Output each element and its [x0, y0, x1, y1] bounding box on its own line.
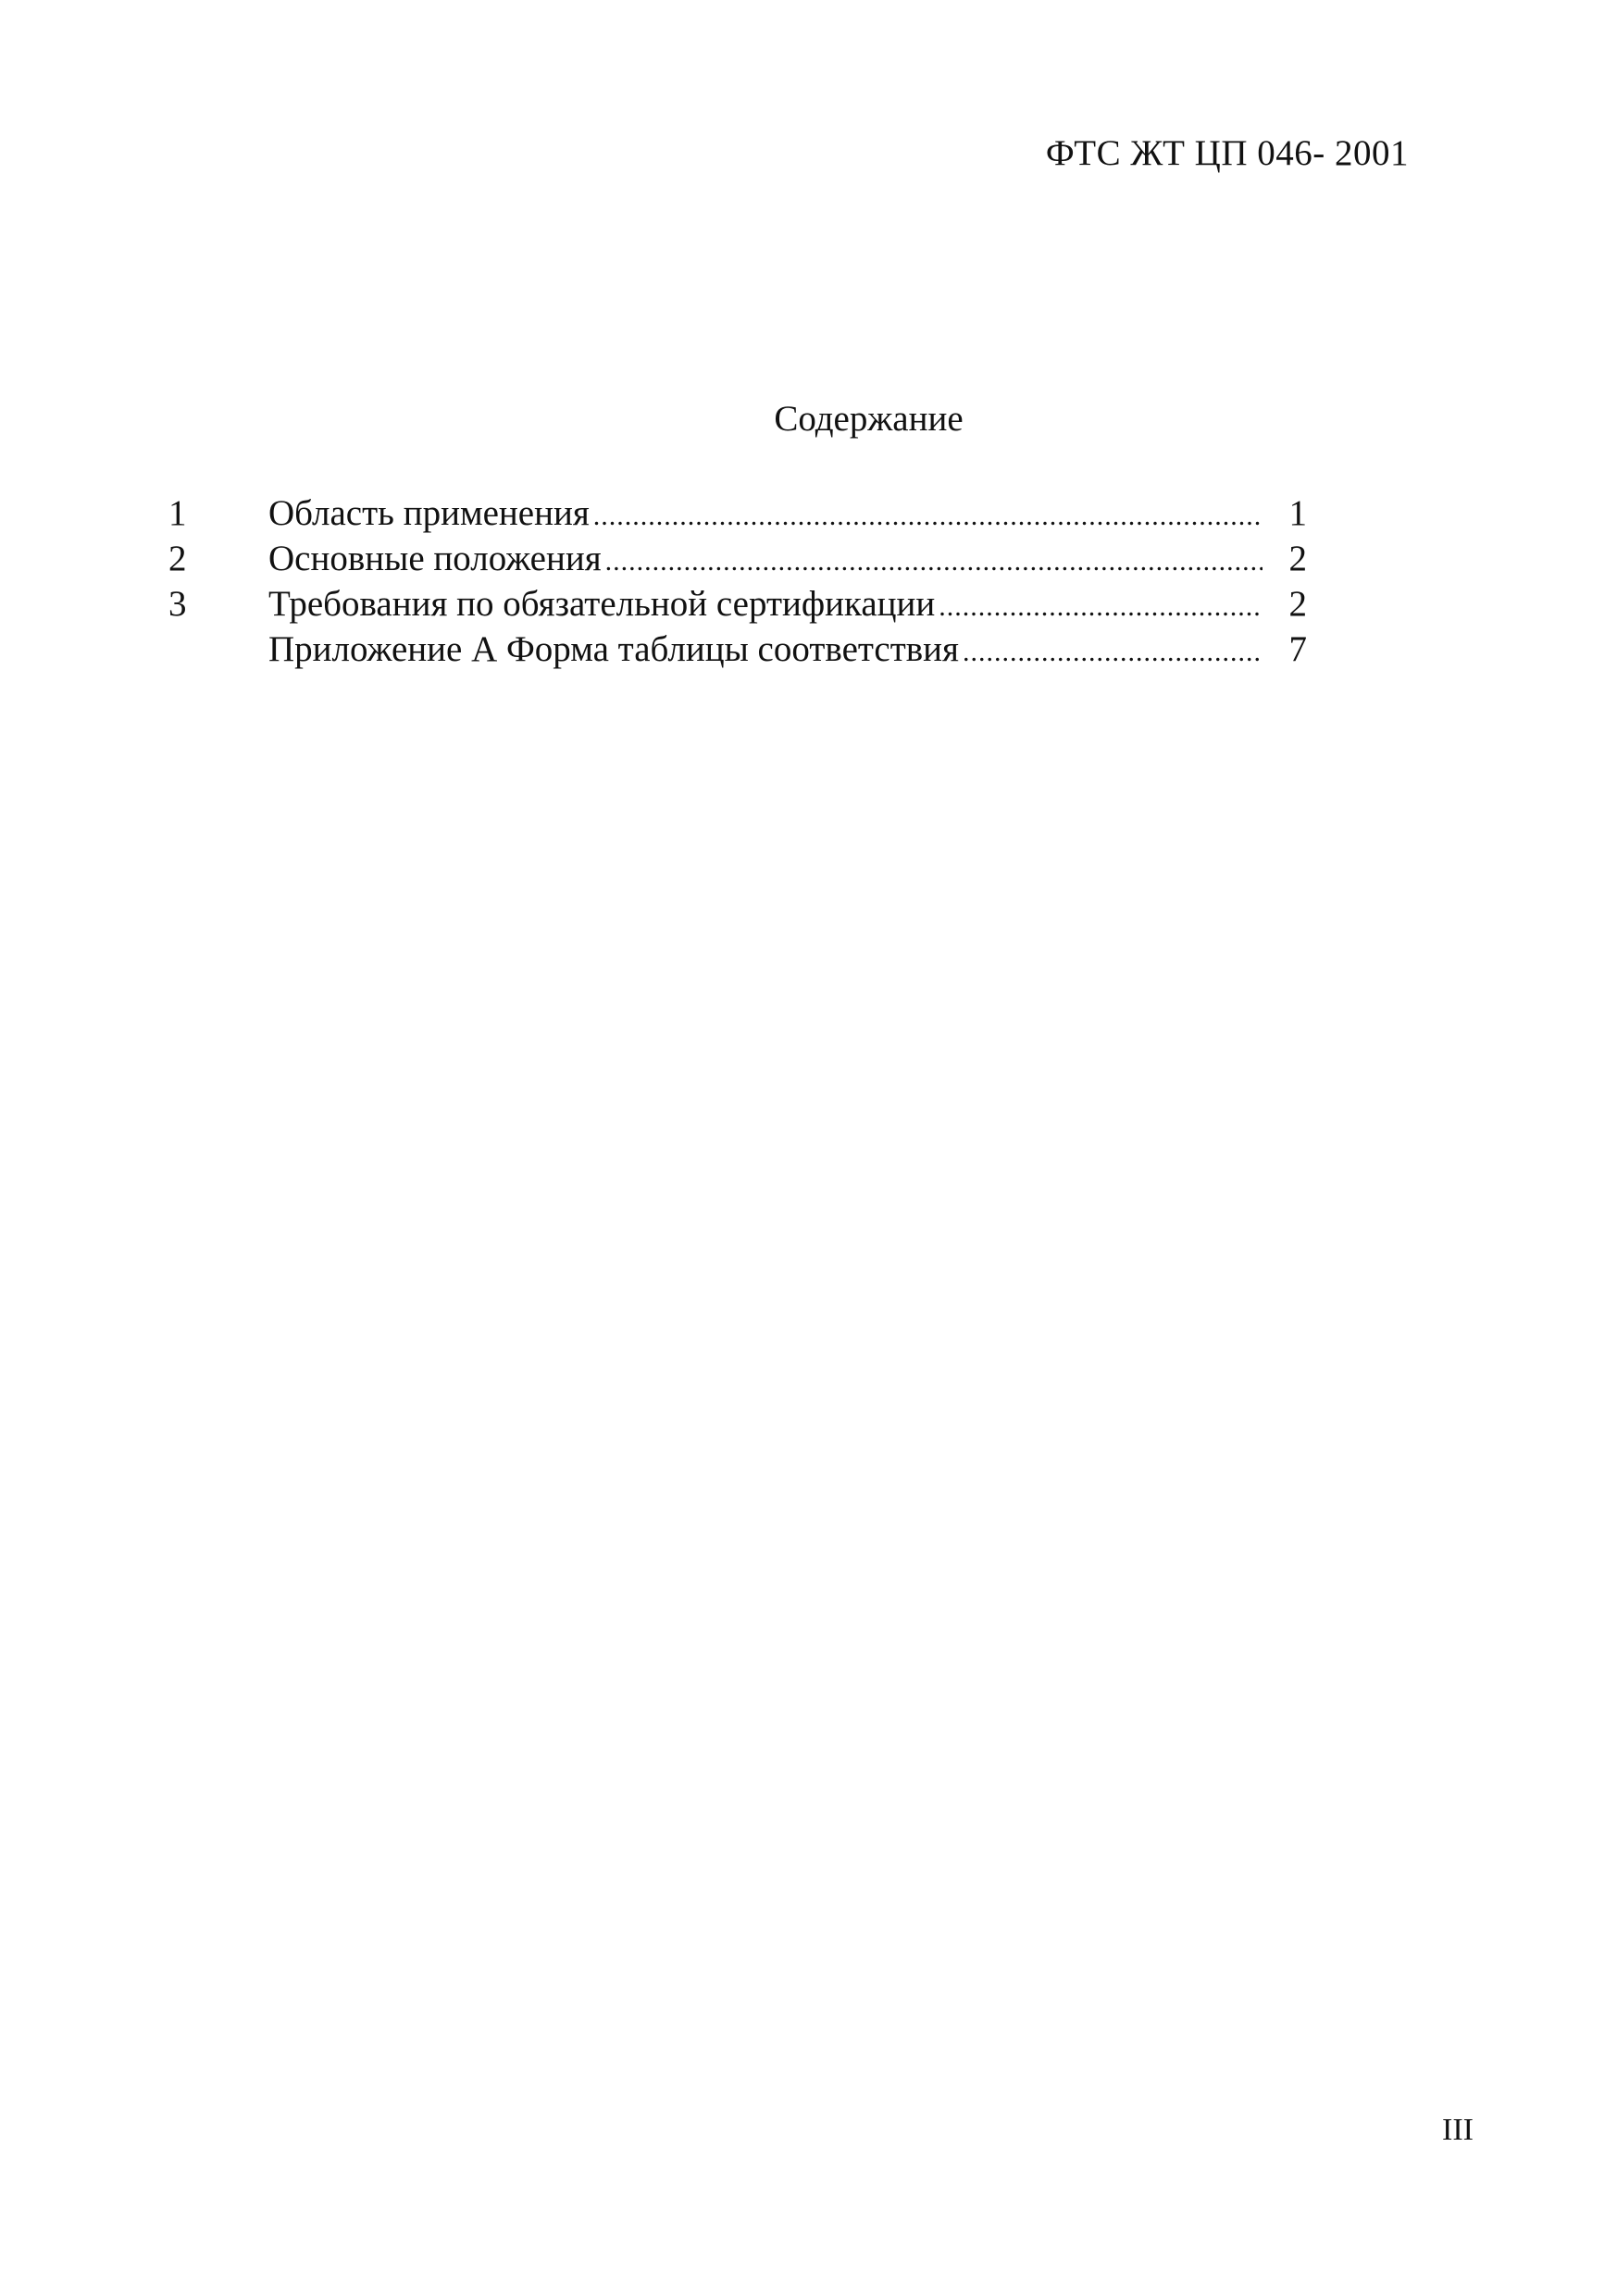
toc-dot-leader: [939, 584, 1263, 629]
toc-item-page: 1: [1288, 493, 1307, 533]
toc-item-label: Основные положения: [268, 539, 602, 578]
toc-item-number: 1: [168, 493, 187, 533]
toc-item-page: 2: [1288, 584, 1307, 624]
toc-item-number: 3: [168, 584, 187, 624]
document-code: ФТС ЖТ ЦП 046- 2001: [1045, 133, 1409, 173]
toc-item-label: Требования по обязательной сертификации: [268, 584, 936, 624]
toc-item-page: 2: [1288, 539, 1307, 578]
page-number: III: [1442, 2113, 1474, 2147]
toc-item-number: 2: [168, 539, 187, 578]
toc-item: [168, 490, 1307, 536]
table-of-contents: [168, 490, 1307, 672]
toc-dot-leader: [963, 629, 1263, 675]
toc-item-label: Приложение А Форма таблицы соответствия: [268, 629, 959, 669]
toc-item: [168, 536, 1307, 581]
toc-item: [168, 581, 1307, 627]
toc-dot-leader: [605, 539, 1263, 584]
toc-item: [168, 627, 1307, 672]
toc-item-page: 7: [1288, 629, 1307, 669]
toc-dot-leader: [593, 493, 1263, 539]
toc-title: Содержание: [774, 399, 964, 439]
toc-item-label: Область применения: [268, 493, 590, 533]
